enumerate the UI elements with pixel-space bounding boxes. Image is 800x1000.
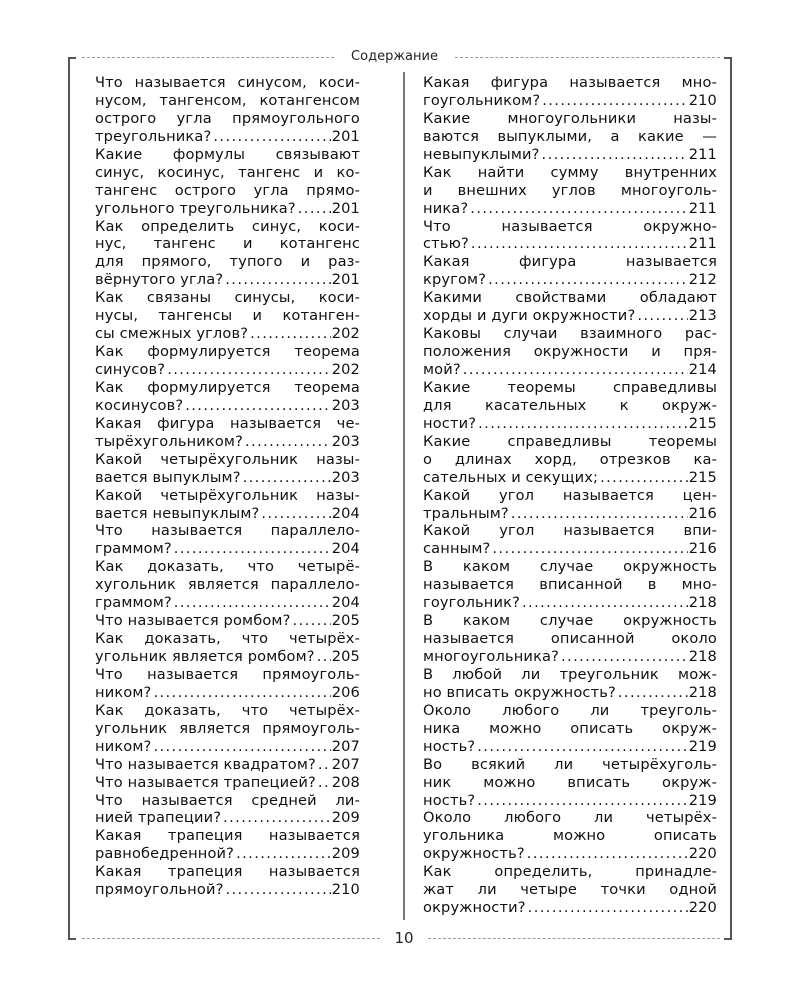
toc-entry-line: называется вписанной в мно- [423, 576, 717, 594]
toc-entry-last-line [95, 433, 360, 451]
dot-leader [488, 271, 688, 289]
toc-page-number: 204 [331, 540, 360, 558]
toc-entry-last-line [95, 397, 360, 415]
toc-entry-line: Какие справедливы теоремы [423, 432, 717, 450]
toc-entry-last-line [95, 774, 360, 792]
toc-entry-last-line [95, 756, 360, 774]
toc-page-number: 203 [331, 468, 360, 486]
toc-entry-line: Какой четырёхугольник назы- [95, 486, 360, 504]
dot-leader [317, 648, 331, 666]
toc-entry[interactable] [423, 666, 717, 702]
toc-entry[interactable] [95, 756, 360, 774]
toc-entry[interactable] [95, 379, 360, 415]
toc-entry-last-line [95, 738, 360, 756]
toc-page-number: 203 [331, 396, 360, 414]
toc-page-number: 210 [688, 91, 717, 109]
toc-page-number: 204 [331, 504, 360, 522]
toc-entry-line: В каком случае окружность [423, 558, 717, 576]
dot-leader [261, 505, 330, 523]
column-divider [403, 72, 405, 920]
toc-page-number: 204 [331, 594, 360, 612]
toc-entry-text: но вписать окружность? [423, 683, 616, 701]
toc-entry[interactable] [423, 612, 717, 666]
toc-entry[interactable] [95, 74, 360, 146]
toc-entry-line: положения окружности и пря- [423, 343, 717, 361]
frame-corner [724, 57, 732, 59]
toc-left-column [95, 74, 360, 899]
toc-entry-line: угольника можно описать [423, 827, 717, 845]
dot-leader [542, 146, 688, 164]
toc-page-number: 211 [688, 235, 717, 253]
dot-leader [250, 325, 331, 343]
toc-entry-last-line [423, 899, 717, 917]
toc-entry-line: Какая фигура называется че- [95, 414, 360, 432]
toc-entry[interactable] [423, 218, 717, 254]
dot-leader [470, 200, 687, 218]
toc-entry-line: ваются выпуклыми, а какие — [423, 127, 717, 145]
toc-page-number: 211 [688, 199, 717, 217]
toc-page-number: 207 [331, 755, 360, 773]
toc-entry[interactable] [423, 433, 717, 487]
toc-entry-line: жат ли четыре точки одной [423, 881, 717, 899]
toc-entry-text: прямоугольной? [95, 881, 224, 899]
toc-page-number: 205 [331, 648, 360, 665]
toc-entry-last-line [423, 361, 717, 379]
toc-entry-line: Какими свойствами обладают [423, 289, 717, 307]
toc-page-number: 214 [688, 361, 717, 378]
frame-corner [68, 57, 76, 59]
toc-entry[interactable] [95, 146, 360, 218]
toc-page-number: 220 [688, 899, 717, 917]
toc-entry-last-line [95, 684, 360, 702]
toc-entry-last-line [95, 845, 360, 863]
toc-entry[interactable] [423, 756, 717, 810]
toc-page-number: 219 [688, 791, 717, 809]
toc-entry[interactable] [95, 451, 360, 487]
frame-corner [724, 938, 732, 940]
toc-entry-last-line [423, 594, 717, 612]
toc-entry-last-line [423, 235, 717, 253]
dot-leader [463, 361, 688, 379]
toc-entry-last-line [423, 469, 717, 487]
toc-entry-line: нусом, тангенсом, котангенсом [95, 91, 360, 109]
toc-page-number: 215 [688, 468, 717, 486]
toc-entry-line: Какой угол называется впи- [423, 522, 717, 540]
toc-entry[interactable] [423, 379, 717, 433]
toc-entry[interactable] [95, 218, 360, 290]
toc-entry-last-line [423, 648, 717, 666]
toc-entry-line: нус, тангенс и котангенс [95, 235, 360, 253]
toc-entry-text: ность? [423, 737, 476, 755]
toc-entry-line: Как доказать, что четырёх- [95, 701, 360, 719]
dot-leader [167, 361, 331, 379]
toc-page-number: 218 [688, 594, 717, 612]
toc-entry-text: Что называется трапецией? [95, 773, 316, 791]
toc-entry-last-line [95, 200, 360, 218]
toc-entry[interactable] [95, 666, 360, 702]
footer-rule [82, 938, 380, 939]
toc-entry-line: Как найти сумму внутренних [423, 163, 717, 181]
toc-entry-text: синусов? [95, 361, 166, 378]
toc-entry-line: Какой угол называется цен- [423, 486, 717, 504]
toc-page-number: 218 [688, 683, 717, 701]
toc-page-number: 203 [331, 432, 360, 450]
dot-leader [637, 307, 687, 325]
toc-entry-line: Что называется окружно- [423, 217, 717, 235]
toc-entry-line: Как доказать, что четырё- [95, 558, 360, 576]
frame-left-border [68, 57, 70, 939]
toc-entry-text: мой? [423, 361, 461, 378]
toc-entry-text: гоугольником? [423, 91, 541, 109]
toc-entry-text: ника? [423, 199, 469, 217]
dot-leader [542, 92, 687, 110]
toc-entry-line: В каком случае окружность [423, 612, 717, 630]
dot-leader [477, 738, 687, 756]
toc-page-number: 213 [688, 307, 717, 325]
toc-entry-line: В любой ли треугольник мож- [423, 665, 717, 683]
toc-entry-line: Как определить синус, коси- [95, 217, 360, 235]
dot-leader [225, 881, 330, 899]
toc-entry-last-line [95, 594, 360, 612]
toc-entry[interactable] [95, 558, 360, 612]
toc-page-number: 206 [331, 683, 360, 701]
toc-page-number: 208 [331, 773, 360, 791]
toc-entry-text: окружности? [423, 899, 526, 917]
toc-entry-last-line [423, 307, 717, 325]
dot-leader [225, 271, 330, 289]
toc-entry-line: Что называется средней ли- [95, 791, 360, 809]
toc-entry-line: называется описанной около [423, 630, 717, 648]
toc-entry-last-line [95, 325, 360, 343]
toc-entry-last-line [95, 271, 360, 289]
toc-entry-text: кругом? [423, 271, 487, 289]
toc-entry-last-line [423, 845, 717, 863]
dot-leader [223, 809, 331, 827]
dot-leader [511, 505, 688, 523]
toc-entry-line: Во всякий ли четырёхуголь- [423, 755, 717, 773]
toc-entry-line: тангенс острого угла прямо- [95, 181, 360, 199]
toc-entry-last-line [423, 505, 717, 523]
toc-page-number: 211 [688, 145, 717, 163]
toc-entry-line: синус, косинус, тангенс и ко- [95, 163, 360, 181]
toc-entry[interactable] [95, 792, 360, 828]
toc-entry-line: Как формулируется теорема [95, 343, 360, 361]
dot-leader [245, 433, 331, 451]
toc-page-number: 216 [688, 504, 717, 522]
toc-page-number: 201 [331, 127, 360, 145]
toc-entry[interactable] [95, 827, 360, 863]
dot-leader [174, 594, 331, 612]
toc-entry-text: гоугольник? [423, 594, 520, 612]
toc-entry[interactable] [423, 702, 717, 756]
toc-entry-line: Как формулируется теорема [95, 378, 360, 396]
toc-entry[interactable] [423, 325, 717, 379]
toc-page-number: 202 [331, 361, 360, 378]
dot-leader [522, 594, 688, 612]
toc-entry[interactable] [95, 863, 360, 899]
toc-entry[interactable] [423, 863, 717, 917]
toc-entry-text: сы смежных углов? [95, 325, 249, 343]
toc-entry-text: стью? [423, 235, 469, 253]
toc-entry[interactable] [423, 558, 717, 612]
toc-entry-text: сательных и секущих; [423, 468, 599, 486]
toc-entry-last-line [423, 271, 717, 289]
dot-leader [618, 684, 688, 702]
toc-entry[interactable] [95, 702, 360, 756]
toc-entry-line: нусы, тангенсы и котанген- [95, 307, 360, 325]
toc-entry[interactable] [423, 110, 717, 164]
toc-entry[interactable] [95, 612, 360, 630]
toc-entry-last-line [423, 738, 717, 756]
dot-leader [478, 415, 688, 433]
toc-page-number: 202 [331, 325, 360, 343]
toc-entry-line: Что называется синусом, коси- [95, 74, 360, 91]
toc-entry-line: Какая трапеция называется [95, 827, 360, 845]
toc-entry-text: хорды и дуги окружности? [423, 307, 636, 325]
toc-entry-text: косинусов? [95, 396, 184, 414]
toc-entry-text: вается невыпуклым? [95, 504, 260, 522]
toc-entry-line: угольник является прямоуголь- [95, 719, 360, 737]
toc-entry[interactable] [95, 487, 360, 523]
dot-leader [298, 200, 331, 218]
toc-entry-line: Какой четырёхугольник назы- [95, 450, 360, 468]
toc-page-number: 219 [688, 737, 717, 755]
toc-page-number: 212 [688, 271, 717, 289]
running-header: Содержание [351, 49, 438, 64]
toc-entry-line: Какие многоугольники назы- [423, 109, 717, 127]
toc-entry-text: нией трапеции? [95, 809, 222, 827]
frame-right-border [730, 57, 732, 939]
toc-entry-last-line [95, 505, 360, 523]
dot-leader [471, 235, 688, 253]
page-number: 10 [394, 929, 414, 947]
toc-entry[interactable] [95, 415, 360, 451]
toc-entry[interactable] [423, 487, 717, 523]
toc-entry[interactable] [423, 522, 717, 558]
toc-page-number: 201 [331, 271, 360, 289]
toc-entry-line: Около любого ли четырёх- [423, 809, 717, 827]
toc-entry-text: Что называется ромбом? [95, 612, 291, 630]
dot-leader [153, 684, 330, 702]
toc-entry-line: и внешних углов многоуголь- [423, 181, 717, 199]
toc-entry-line: для касательных к окруж- [423, 396, 717, 414]
toc-right-column [423, 74, 717, 917]
toc-entry-line: Как связаны синусы, коси- [95, 289, 360, 307]
toc-page-number: 218 [688, 648, 717, 665]
dot-leader [561, 648, 688, 666]
dot-leader [527, 845, 688, 863]
toc-entry[interactable] [95, 630, 360, 666]
toc-entry-text: ность? [423, 791, 476, 809]
toc-entry-line: острого угла прямоугольного [95, 109, 360, 127]
toc-entry-line: Как определить, принадле- [423, 863, 717, 881]
toc-entry-last-line [95, 881, 360, 899]
toc-entry-line: о длинах хорд, отрезков ка- [423, 450, 717, 468]
toc-entry-last-line [95, 469, 360, 487]
toc-entry[interactable] [95, 774, 360, 792]
toc-entry-text: тырёхугольником? [95, 432, 243, 450]
toc-entry-line: ник можно вписать окруж- [423, 773, 717, 791]
toc-entry-text: невыпуклыми? [423, 145, 540, 163]
toc-page-number: 201 [331, 199, 360, 217]
header-rule [455, 57, 720, 58]
toc-entry-last-line [95, 128, 360, 146]
toc-entry-last-line [423, 415, 717, 433]
toc-entry[interactable] [95, 343, 360, 379]
toc-entry-last-line [95, 648, 360, 666]
toc-entry-text: угольного треугольника? [95, 199, 296, 217]
dot-leader [213, 128, 330, 146]
toc-entry-last-line [95, 361, 360, 379]
toc-entry-line: Какая фигура называется мно- [423, 74, 717, 91]
toc-page-number: 207 [331, 737, 360, 755]
toc-entry-last-line [95, 612, 360, 630]
toc-entry-last-line [95, 540, 360, 558]
frame-corner [68, 938, 76, 940]
toc-entry-line: Как доказать, что четырёх- [95, 630, 360, 648]
toc-page-number: 209 [331, 845, 360, 863]
toc-entry-line: Какие теоремы справедливы [423, 378, 717, 396]
toc-entry[interactable] [423, 164, 717, 218]
toc-entry[interactable] [95, 522, 360, 558]
dot-leader [236, 845, 331, 863]
toc-entry-text: ником? [95, 683, 152, 701]
toc-entry[interactable] [95, 289, 360, 343]
dot-leader [492, 540, 687, 558]
toc-entry-text: равнобедренной? [95, 845, 235, 863]
dot-leader [153, 738, 330, 756]
dot-leader [318, 774, 331, 792]
toc-entry-text: ности? [423, 414, 477, 432]
toc-entry-line: хугольник является параллело- [95, 576, 360, 594]
toc-entry-line: Какие формулы связывают [95, 145, 360, 163]
toc-entry-line: Что называется параллело- [95, 522, 360, 540]
toc-entry[interactable] [423, 809, 717, 863]
toc-entry-last-line [95, 809, 360, 827]
toc-entry-text: граммом? [95, 540, 172, 558]
toc-page-number: 215 [688, 414, 717, 432]
toc-entry[interactable] [423, 289, 717, 325]
toc-entry-last-line [423, 92, 717, 110]
toc-page-number: 210 [331, 881, 360, 899]
toc-entry-line: Какая фигура называется [423, 253, 717, 271]
toc-entry-text: треугольника? [95, 127, 212, 145]
dot-leader [528, 899, 688, 917]
toc-entry-text: Что называется квадратом? [95, 755, 316, 773]
toc-entry-text: ником? [95, 737, 152, 755]
dot-leader [174, 540, 331, 558]
toc-page-number: 209 [331, 809, 360, 827]
header-rule [82, 57, 334, 58]
dot-leader [477, 792, 687, 810]
toc-entry-line: Что называется прямоуголь- [95, 665, 360, 683]
toc-entry-text: вёрнутого угла? [95, 271, 224, 289]
toc-entry-last-line [423, 200, 717, 218]
toc-entry-last-line [423, 146, 717, 164]
toc-entry-line: для прямого, тупого и раз- [95, 253, 360, 271]
footer-rule [428, 938, 720, 939]
toc-entry-text: тральным? [423, 504, 509, 522]
toc-page-number: 220 [688, 845, 717, 863]
dot-leader [293, 612, 331, 630]
dot-leader [318, 756, 331, 774]
toc-entry-text: санным? [423, 540, 491, 558]
toc-entry-text: граммом? [95, 594, 172, 612]
toc-entry-line: Каковы случаи взаимного рас- [423, 325, 717, 343]
toc-entry-text: многоугольника? [423, 648, 560, 665]
toc-entry-line: ника можно описать окруж- [423, 719, 717, 737]
toc-entry-text: окружность? [423, 845, 525, 863]
toc-entry-text: вается выпуклым? [95, 468, 241, 486]
toc-entry[interactable] [423, 74, 717, 110]
toc-page-number: 205 [331, 612, 360, 630]
dot-leader [243, 469, 331, 487]
toc-entry-line: Какая трапеция называется [95, 863, 360, 881]
toc-page-number: 216 [688, 540, 717, 558]
toc-entry[interactable] [423, 253, 717, 289]
dot-leader [600, 469, 688, 487]
toc-entry-line: Около любого ли треуголь- [423, 701, 717, 719]
toc-entry-text: угольник является ромбом? [95, 648, 315, 665]
dot-leader [185, 397, 330, 415]
toc-entry-last-line [423, 540, 717, 558]
toc-entry-last-line [423, 792, 717, 810]
toc-entry-last-line [423, 684, 717, 702]
